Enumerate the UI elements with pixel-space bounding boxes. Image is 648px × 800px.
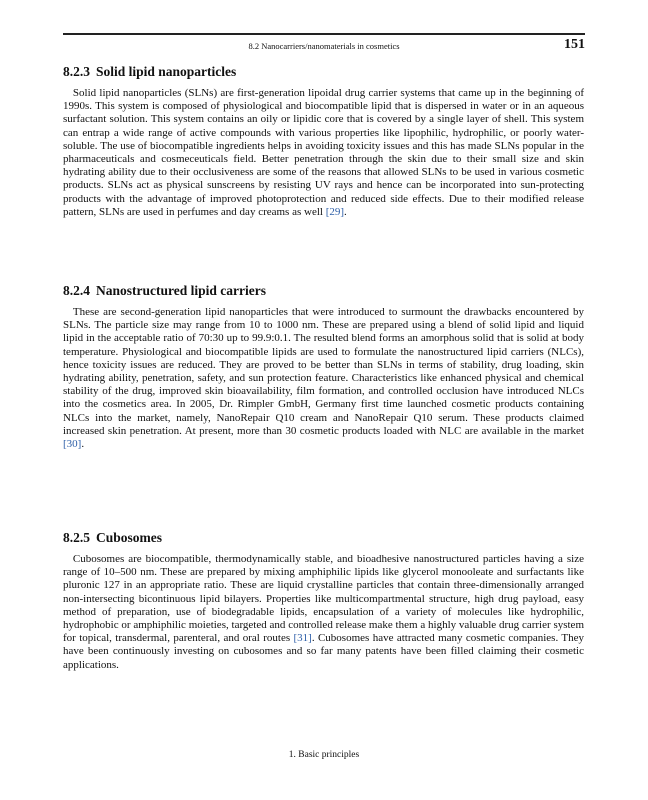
paragraph-text: These are second-generation lipid nanoparticles that were introduced to surmount the drawbacks encountered by SLNs. The particle size may range from 10 to 1000 nm. These are prepared using a blend of solid lipid and liquid lipid in the acceptable ratio of 70:30 up to 99.9:0.1. The resulted blend forms an amorphous solid that is solid at body temperature. Physiological and biocompatible lipids are used to formulate the nanostructured lipid carriers (NLCs), hence toxicity issues are reduced. They are proved to be better than SLNs in terms of stability, drug loading, skin hydrating ability, penetration, safety, and sun protection feature. Characteristics like enhanced physical and chemical stability of the drug, improved skin bioavailability, film formation, and controlled occlusion have introduced NLCs into the cosmetics area. In 2005, Dr. Rimpler GmbH, Germany first time launched cosmetic products containing NLCs into the market, namely, NanoRepair Q10 cream and NanoRepair Q10 serum. These products claimed increased skin penetration. At present, more than 30 cosmetic products loaded with NLC are available in the market <box>63 306 584 437</box>
section-heading <box>63 530 584 546</box>
section-heading <box>63 64 584 80</box>
citation-link[interactable]: [30] <box>63 438 82 451</box>
section-number: 8.2.4 <box>63 283 90 298</box>
body-paragraph <box>63 553 584 672</box>
page-footer: 1. Basic principles <box>288 750 360 760</box>
paragraph-text-continued: . Cubosomes have attracted many cosmetic companies. They have been continuously investing on cubosomes and so far many patents have been filled claiming their cosmetic applications. <box>63 632 584 671</box>
section-nanostructured-lipid-carriers <box>63 283 584 451</box>
section-title: Solid lipid nanoparticles <box>96 64 237 79</box>
paragraph-end: . <box>81 438 85 451</box>
page-number: 151 <box>564 37 585 52</box>
paragraph-text: Solid lipid nanoparticles (SLNs) are first-generation lipoidal drug carrier systems that came up in the beginning of 1990s. This system is composed of physiological and biocompatible lipid that is dispersed in water or in an aqueous surfactant solution. This system contains an oily or lipidic core that is covered by a single layer of shell. This system can entrap a wide range of active compounds with various properties like lipophilic, hydrophilic, or poorly water-soluble. The use of biocompatible ingredients helps in avoiding toxicity issues and this has made SLNs popular in the pharmaceuticals and cosmeceuticals field. Better penetration through the skin due to their small size and skin hydrating ability due to their occlusiveness are some of the reasons that allowed SLNs to be used in various cosmetic products. SLNs act as physical sunscreens by resisting UV rays and hence can be incorporated into sun-protecting products with the advantage of improved photoprotection and reduced side effects. Due to their modified release pattern, SLNs are used in perfumes and day creams as well <box>63 87 584 218</box>
section-title: Nanostructured lipid carriers <box>96 283 266 298</box>
section-solid-lipid-nanoparticles <box>63 64 584 219</box>
paragraph-text: Cubosomes are biocompatible, thermodynamically stable, and bioadhesive nanostructured particles having a size range of 10–500 nm. These are prepared by mixing amphiphilic lipids like glycerol monooleate and surfactants like pluronic 127 in an appropriate ratio. These are liquid crystalline particles that contain three-dimensionally arranged non-intersecting bicontinuous lipid bilayers. Properties like multicompartmental structure, high drug payload, easy method of preparation, use of biodegradable lipids, encapsulation of a variety of molecules like hydrophilic, hydrophobic or amphiphilic moieties, targeted and controlled release make them a highly valuable drug carrier system for topical, transdermal, parenteral, and oral routes <box>63 553 584 645</box>
section-cubosomes <box>63 530 584 672</box>
body-paragraph <box>63 306 584 451</box>
section-title: Cubosomes <box>96 530 163 545</box>
header-rule <box>63 33 585 35</box>
paragraph-end: . <box>344 205 347 218</box>
citation-link[interactable]: [29] <box>325 205 345 218</box>
citation-link[interactable]: [31] <box>293 632 312 645</box>
section-number: 8.2.5 <box>63 530 90 545</box>
running-head: 8.2 Nanocarriers/nanomaterials in cosmetics <box>248 41 400 51</box>
section-heading <box>63 283 584 299</box>
section-number: 8.2.3 <box>63 64 90 79</box>
body-paragraph <box>63 87 584 219</box>
